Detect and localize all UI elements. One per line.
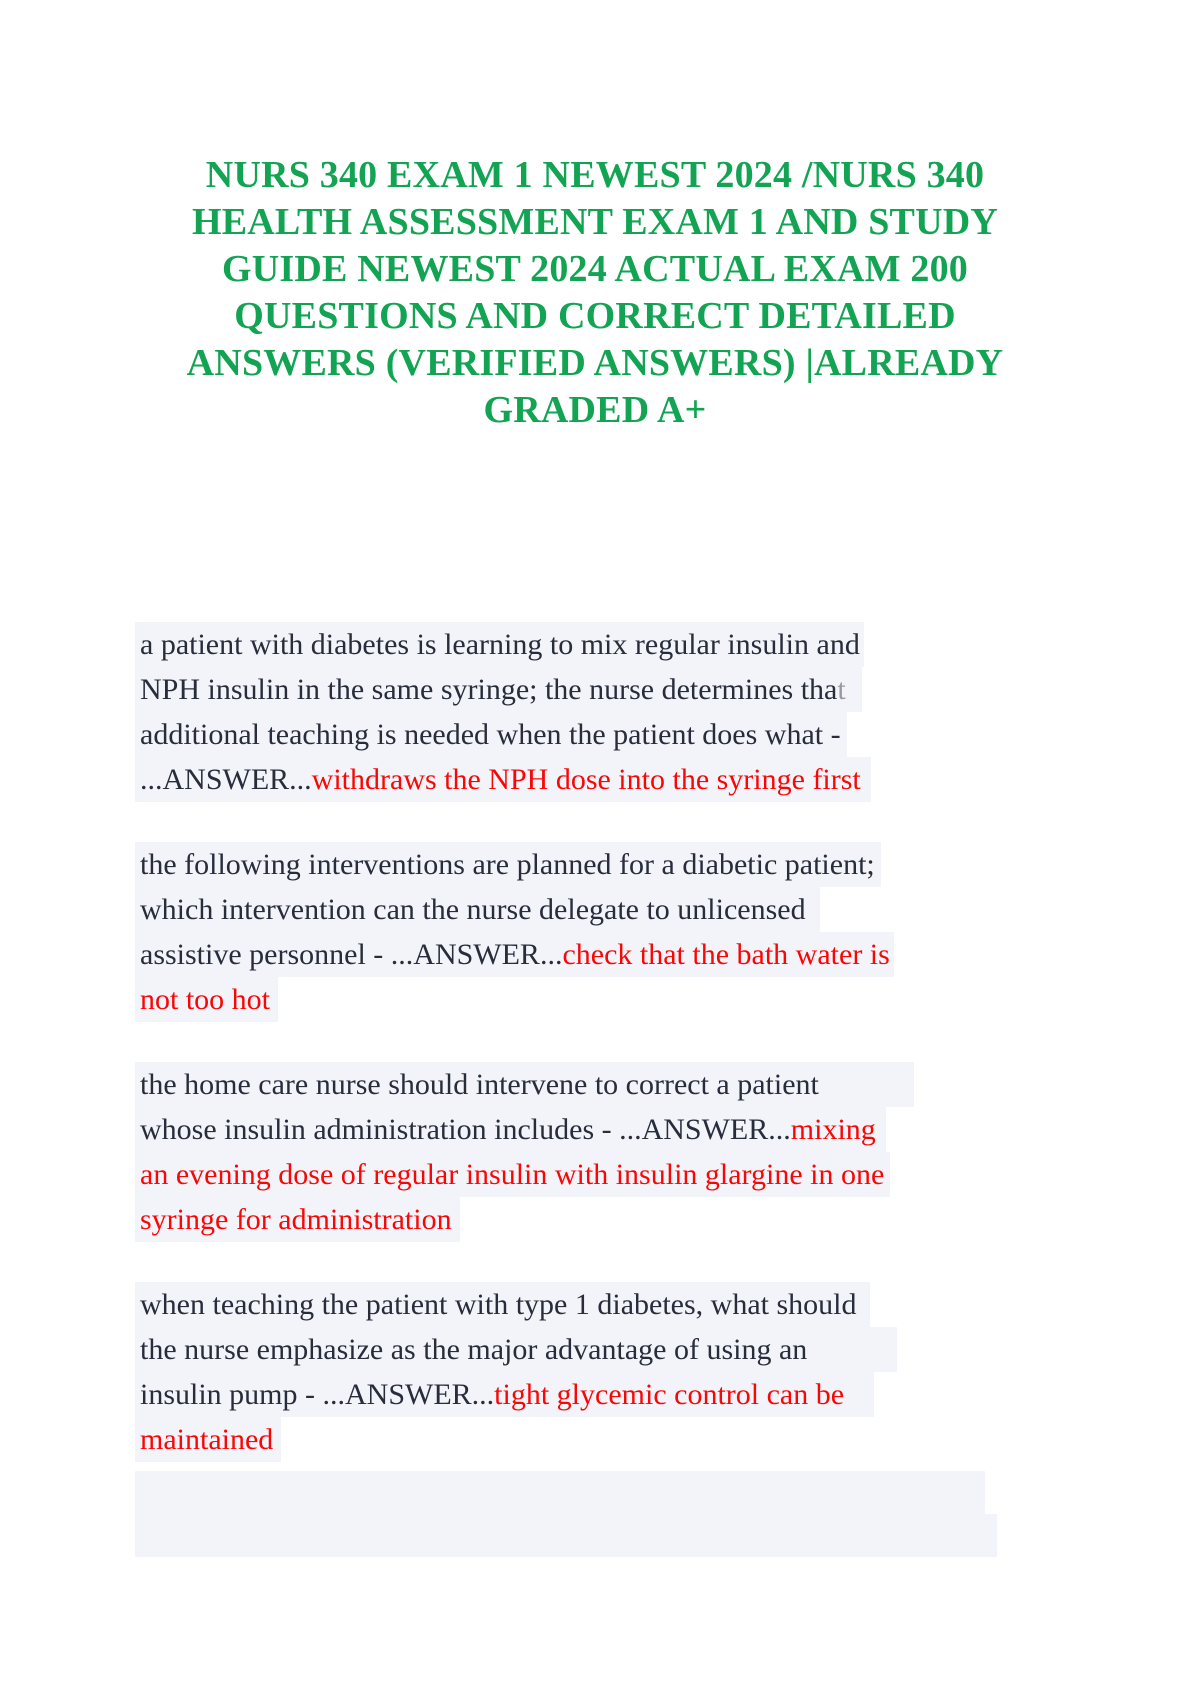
question-text: additional teaching is needed when the patient does what - bbox=[140, 718, 841, 751]
text-highlight bbox=[135, 1197, 460, 1242]
answer-text: mixing bbox=[790, 1113, 876, 1146]
answer-text: tight glycemic control can be bbox=[494, 1378, 845, 1411]
title-line-2: HEALTH ASSESSMENT EXAM 1 AND STUDY bbox=[191, 201, 999, 243]
qa-line bbox=[135, 977, 1145, 1022]
text-highlight bbox=[135, 932, 894, 977]
question-text: assistive personnel - ...ANSWER... bbox=[140, 938, 563, 971]
empty-highlight-block bbox=[135, 1471, 997, 1557]
answer-text: withdraws the NPH dose into the syringe first bbox=[311, 763, 861, 796]
question-text: t bbox=[837, 673, 846, 706]
qa-line bbox=[135, 757, 1145, 802]
qa-block-1 bbox=[135, 622, 1145, 802]
qa-line bbox=[135, 1062, 1145, 1107]
qa-block-4 bbox=[135, 1282, 1145, 1462]
qa-list bbox=[135, 622, 1145, 1502]
text-highlight bbox=[135, 622, 864, 667]
document-title bbox=[0, 152, 1190, 434]
answer-text: syringe for administration bbox=[140, 1203, 452, 1236]
question-text: a patient with diabetes is learning to mix regular insulin and bbox=[140, 628, 860, 661]
text-highlight bbox=[135, 1327, 897, 1372]
qa-block-2 bbox=[135, 842, 1145, 1022]
text-highlight bbox=[135, 1282, 870, 1327]
text-highlight bbox=[135, 977, 278, 1022]
qa-line bbox=[135, 1197, 1145, 1242]
question-text: the following interventions are planned for a diabetic patient; bbox=[140, 848, 875, 881]
qa-line bbox=[135, 1372, 1145, 1417]
empty-highlight-row bbox=[135, 1471, 985, 1514]
text-highlight bbox=[135, 757, 871, 802]
question-text: which intervention can the nurse delegate to unlicensed bbox=[140, 893, 806, 926]
title-line-4: QUESTIONS AND CORRECT DETAILED bbox=[234, 295, 956, 337]
qa-line bbox=[135, 1417, 1145, 1462]
empty-highlight-row bbox=[135, 1514, 997, 1557]
qa-line bbox=[135, 1107, 1145, 1152]
question-text: when teaching the patient with type 1 diabetes, what should bbox=[140, 1288, 857, 1321]
text-highlight bbox=[135, 1107, 886, 1152]
text-highlight bbox=[135, 1372, 874, 1417]
qa-line bbox=[135, 1327, 1145, 1372]
answer-text: an evening dose of regular insulin with insulin glargine in one bbox=[140, 1158, 885, 1191]
text-highlight bbox=[135, 842, 881, 887]
text-highlight bbox=[135, 1062, 914, 1107]
question-text: ...ANSWER... bbox=[140, 763, 312, 796]
qa-block-3 bbox=[135, 1062, 1145, 1242]
qa-line bbox=[135, 1152, 1145, 1197]
text-highlight bbox=[135, 1152, 890, 1197]
qa-line bbox=[135, 887, 1145, 932]
title-line-1: NURS 340 EXAM 1 NEWEST 2024 /NURS 340 bbox=[205, 154, 985, 196]
question-text: the nurse emphasize as the major advantage of using an bbox=[140, 1333, 808, 1366]
text-highlight bbox=[135, 712, 847, 757]
qa-line bbox=[135, 667, 1145, 712]
qa-line bbox=[135, 712, 1145, 757]
question-text: NPH insulin in the same syringe; the nurse determines tha bbox=[140, 673, 838, 706]
text-highlight bbox=[135, 667, 862, 712]
qa-line bbox=[135, 1282, 1145, 1327]
answer-text: maintained bbox=[140, 1423, 274, 1456]
title-line-3: GUIDE NEWEST 2024 ACTUAL EXAM 200 bbox=[222, 248, 968, 290]
title-line-5: ANSWERS (VERIFIED ANSWERS) |ALREADY bbox=[186, 342, 1004, 384]
qa-line bbox=[135, 622, 1145, 667]
question-text: the home care nurse should intervene to correct a patient bbox=[140, 1068, 819, 1101]
qa-line bbox=[135, 932, 1145, 977]
text-highlight bbox=[135, 1417, 281, 1462]
answer-text: check that the bath water is bbox=[562, 938, 890, 971]
answer-text: not too hot bbox=[140, 983, 271, 1016]
qa-line bbox=[135, 842, 1145, 887]
question-text: insulin pump - ...ANSWER... bbox=[140, 1378, 495, 1411]
title-line-6: GRADED A+ bbox=[483, 389, 707, 431]
question-text: whose insulin administration includes - ...ANSWER... bbox=[140, 1113, 791, 1146]
text-highlight bbox=[135, 887, 820, 932]
